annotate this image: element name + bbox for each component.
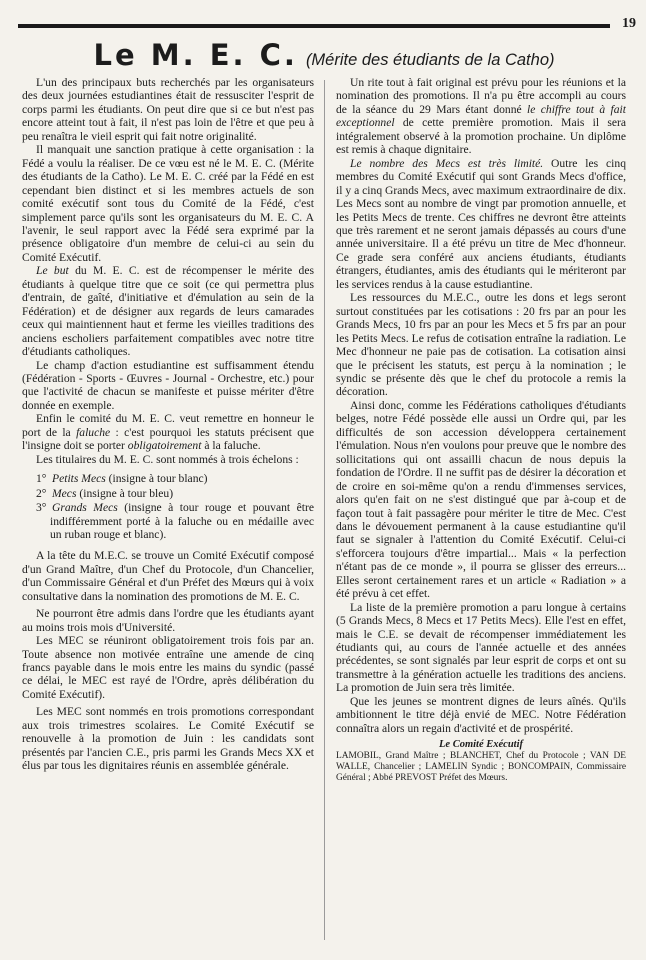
paragraph-emphasis: Le nombre des Mecs est très limité. [350, 156, 544, 170]
rank-item [36, 472, 314, 485]
paragraph: Ainsi donc, comme les Fédérations catholiques d'étudiants belges, notre Fédé possède elle aussi un Ordre qui, par les difficultés de son accession développera certainement l'émulation. Nous n'en voulons pour preuve que le nombre des sollicitations qui ont assailli chacun de nous depuis la fondation de l'Ordre. Il ne suffit pas de désirer la décoration et de croire en soi-même qu'on a rendu d'immenses services, alors qu'en fait on ne s'est distingué que par à-coup et de façon tout à fait passagère pour mériter le titre de Mec. C'est dans le dévouement permanent à la cause estudiantine qu'il faut se signaler à l'attention du Comité Exécutif. Celui-ci s'efforcera toujours d'être impartial... Mais « la perfection n'étant pas de ce monde », il pourra se glisser des erreurs... Elles seront certainement rares et un article « Radiation » a été prévu à cet effet. [336, 398, 626, 601]
title-subtitle: (Mérite des étudiants de la Catho) [305, 51, 555, 69]
rank-item [36, 487, 314, 500]
paragraph [336, 76, 626, 157]
paragraph-text: de cette première promotion. Mais il sera intégralement observé à la promotion prochaine. Un diplôme est remis à chaque dignitaire. [336, 116, 626, 157]
rank-name: Petits Mecs [52, 472, 106, 486]
top-rule [18, 24, 610, 28]
rank-number: 2° [36, 486, 47, 500]
paragraph-text: : c'est pourquoi les statuts précisent que l'insigne doit se porter [22, 425, 314, 453]
rank-description: (insigne à tour blanc) [108, 472, 208, 486]
paragraph [336, 157, 626, 292]
paragraph: Que les jeunes se montrent dignes de leurs aînés. Qu'ils ambitionnent le titre déjà envié de MEC. Notre Fédération connaîtra alors un regain d'activité et de prospérité. [336, 694, 626, 735]
rank-name: Mecs [52, 486, 77, 500]
paragraph-text: Enfin le comité du M. E. C. veut remettre en honneur le port de la [22, 412, 314, 439]
paragraph-emphasis: faluche [76, 425, 111, 439]
paragraph-emphasis: le chiffre tout à fait exceptionnel [336, 102, 626, 130]
paragraph: Le champ d'action estudiantine est suffisamment étendu (Fédération - Sports - Œuvres - Journal - Orchestre, etc.) pour que l'activité de chacun se manifeste et puisse mériter d'être donnée en exemple. [22, 358, 314, 412]
left-column [22, 76, 314, 946]
paragraph-text: du M. E. C. est de récompenser le mérite des étudiants à quelque titre que ce soit (ce qui permettra plus d'entrain, de gaîté, d'initiative et d'émulation au sein de la Fédération) et de désigner aux regards de leurs camarades ceux qui maintiennent haut et ferme les vieilles traditions des anciens escholiers parfaitement compatibles avec notre titre d'étudiants catholiques. [22, 264, 314, 359]
paragraph [22, 264, 314, 358]
rank-number: 3° [36, 501, 47, 515]
page-number: 19 [622, 16, 636, 31]
rank-number: 1° [36, 472, 47, 486]
paragraph: Les MEC sont nommés en trois promotions correspondant aux trois trimestres scolaires. Le Comité Exécutif se renouvelle à la promotion de Juin : les candidats sont présentés par l'ancien C.E., pris parmi les Grands Mecs XX et élus par tous les dignitaires réunis en assemblée générale. [22, 705, 314, 773]
rank-name: Grands Mecs [52, 501, 118, 515]
signature-heading: Le Comité Exécutif [439, 739, 523, 751]
paragraph-text: Un rite tout à fait original est prévu pour les réunions et la nomination des promotions. Il n'a pu être accompli au cours de la séance du 29 Mars étant donné [336, 76, 626, 116]
paragraph: Les MEC se réuniront obligatoirement trois fois par an. Toute absence non motivée entraîne une amende de cinq francs payable dans le mois entre les mains du syndic (passé ce délai, le MEC est rayé de l'Ordre, après délibération du Comité Exécutif). [22, 634, 314, 701]
paragraph: Les titulaires du M. E. C. sont nommés à trois échelons : [36, 452, 299, 466]
paragraph: Il manquait une sanction pratique à cette organisation : la Fédé a voulu la réaliser. De ce vœu est né le M. E. C. (Mérite des étudiants de la Catho). Le M. E. C. créé par la Fédé en est cependant bien distinct et si les membres actuels de son comité exécutif sont tous du Comité de la Fédé, c'est simplement parce qu'ils sont les organisateurs du M. E. C. A l'avenir, le seul rapport avec la Fédé sera exprimé par la présence obligatoire d'un membre de celui-ci au sein du Comité Exécutif. [22, 143, 314, 264]
paragraph: Ne pourront être admis dans l'ordre que les étudiants ayant au moins trois mois d'Université. [22, 607, 314, 634]
paragraph: L'un des principaux buts recherchés par les organisateurs des deux journées estudiantines était de ressusciter l'esprit de corps parmi les étudiants. On peut dire que si ce but n'est pas encore atteint tout à fait, il n'est pas loin de l'être et que peu à peu renaîtra le vieil esprit qui fait notre originalité. [22, 76, 314, 143]
paragraph-text: à la faluche. [201, 439, 261, 453]
paragraph-emphasis: Le but [36, 264, 69, 278]
rank-item [36, 501, 314, 541]
paragraph: Les ressources du M.E.C., outre les dons et legs seront surtout constituées par les cotisations : 20 frs par an pour les Grands Mecs, 10 frs par an pour les Mecs et 5 frs par an pour les Petits Mecs. Le refus de cotisation entraîne la radiation. Le Mec d'honneur ne paie pas de cotisation. La cotisation ainsi que le précisent les statuts, est perçu à la nomination ; le syndic se présente dès que le chef du protocole a remis la décoration. [336, 291, 626, 399]
signature-block [336, 739, 626, 784]
article-title [18, 38, 630, 72]
right-column [336, 76, 626, 946]
paragraph: La liste de la première promotion a paru longue à certains (5 Grands Mecs, 8 Mecs et 17 Petits Mecs). Elle l'est en effet, mais le C.E. se devait de récompenser immédiatement les étudiants qui, au cours de l'année actuelle et des années précédentes, se sont signalés par leur esprit de corps et ont su transmettre à la génération actuelle les traditions des anciens. La promotion de Juin sera très limitée. [336, 600, 626, 695]
rank-description: (insigne à tour rouge et pouvant être indifféremment porté à la faluche ou en médaille avec un ruban rouge et blanc). [50, 501, 314, 541]
title-main: Le M. E. C. [93, 38, 298, 72]
signature-names: LAMOBIL, Grand Maître ; BLANCHET, Chef du Protocole ; VAN DE WALLE, Chancelier ; LAMELIN Syndic ; BONCOMPAIN, Commissaire Général ; Abbé PREVOST Préfet des Mœurs. [336, 751, 626, 784]
paragraph [22, 412, 314, 452]
column-divider [324, 80, 325, 940]
rank-description: (insigne à tour bleu) [79, 486, 174, 500]
rank-list [36, 472, 314, 541]
paragraph-emphasis: obligatoirement [127, 439, 202, 453]
paragraph: A la tête du M.E.C. se trouve un Comité Exécutif composé d'un Grand Maître, d'un Chef du Protocole, d'un Chancelier, d'un Commissaire Général et d'un Préfet des Mœurs qui à voix consultative dans la nomination des promotions de M. E. C. [22, 549, 314, 603]
paragraph-text: Outre les cinq membres du Comité Exécutif qui sont Grands Mecs d'office, il y a cinq Grands Mecs, avec maximum extraordinaire de dix. Les Mecs sont au nombre de vingt par promotion annuelle, et les Petits Mecs de trente. Ces chiffres ne devront être atteints que très rarement et ne seront jamais dépassés au cours d'une année universitaire. Il a été prévu un titre de Mec d'honneur. Ce grade sera conféré aux anciens étudiants, étudiants étrangers, étudiantes, amis des étudiants qui le mériteront par les services rendus à la cause estudiantine. [336, 156, 626, 291]
